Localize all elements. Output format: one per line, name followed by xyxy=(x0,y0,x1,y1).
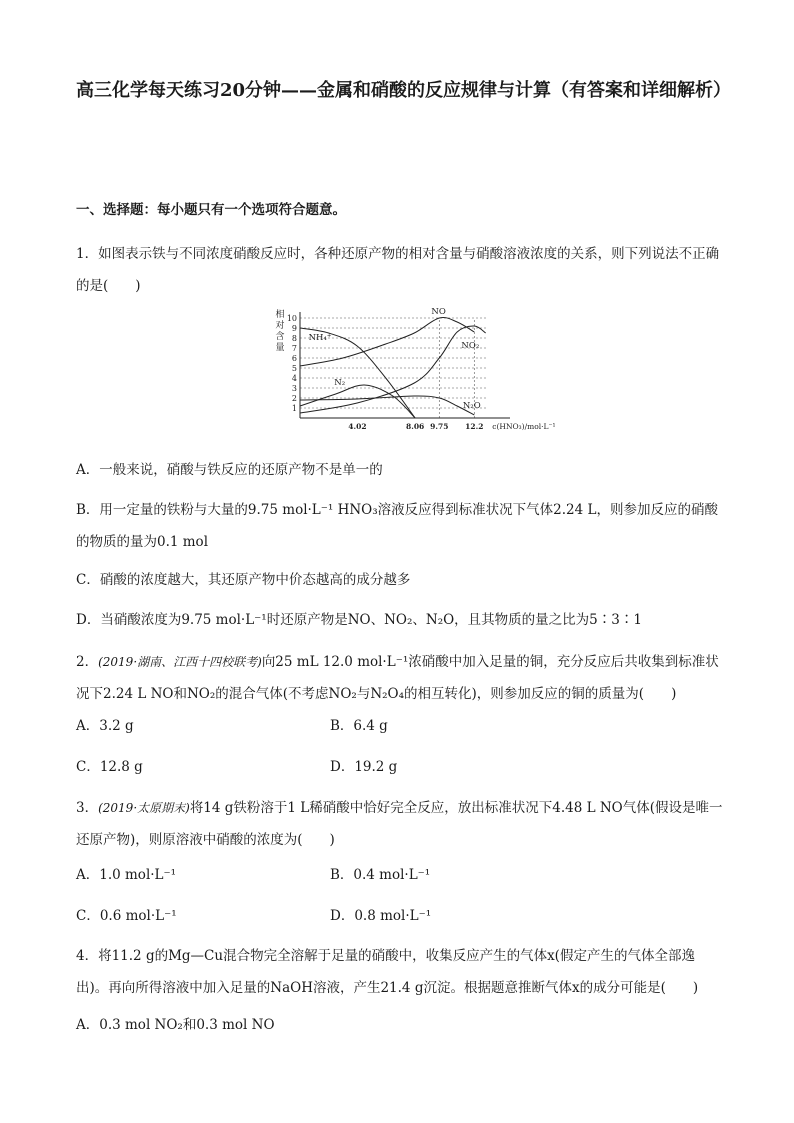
x-axis-label: c(HNO₃)/mol·L⁻¹ xyxy=(492,422,556,431)
question-2-number: 2． xyxy=(76,654,99,670)
question-2-option-b[interactable]: B．6.4 g xyxy=(330,718,388,734)
question-3-option-c[interactable]: C．0.6 mol·L⁻¹ xyxy=(76,908,177,924)
question-2-text: 向25 mL 12.0 mol·L⁻¹浓硝酸中加入足量的铜，充分反应后共收集到标准状况下2.24 L NO和NO₂的混合气体(不考虑NO₂与N₂O₄的相互转化)，则参加反应的铜的质量为( ) xyxy=(76,654,719,702)
x-tick-label: 8.06 xyxy=(406,422,425,431)
question-1-option-c[interactable]: C．硝酸的浓度越大，其还原产物中价态越高的成分越多 xyxy=(76,572,411,588)
page-title: 高三化学每天练习20分钟——金属和硝酸的反应规律与计算（有答案和详细解析） xyxy=(76,80,732,101)
question-3-source: (2019·太原期末) xyxy=(98,801,190,815)
y-tick-label: 2 xyxy=(291,394,297,403)
y-axis-label-char: 对 xyxy=(275,321,285,331)
series-label: N₂O xyxy=(462,401,481,411)
y-tick-label: 1 xyxy=(291,404,297,413)
question-1-option-a[interactable]: A．一般来说，硝酸与铁反应的还原产物不是单一的 xyxy=(76,462,383,478)
question-1-option-b[interactable]: B．用一定量的铁粉与大量的9.75 mol·L⁻¹ HNO₃溶液反应得到标准状况下气体2.24 L，则参加反应的硝酸的物质的量为0.1 mol xyxy=(76,502,718,550)
y-axis-label-char: 含 xyxy=(275,332,285,342)
question-1-option-d[interactable]: D．当硝酸浓度为9.75 mol·L⁻¹时还原产物是NO、NO₂、N₂O，且其物质的量之比为5∶3∶1 xyxy=(76,612,642,628)
series-label: N₂ xyxy=(334,378,346,388)
question-4-option-a[interactable]: A．0.3 mol NO₂和0.3 mol NO xyxy=(76,1017,275,1033)
y-tick-label: 8 xyxy=(291,334,297,343)
y-tick-label: 10 xyxy=(286,314,297,323)
y-tick-label: 4 xyxy=(291,374,297,383)
y-tick-label: 5 xyxy=(291,364,297,373)
y-axis-label-char: 量 xyxy=(275,343,285,353)
question-2-stem xyxy=(76,646,726,710)
question-2-source: (2019·湖南、江西十四校联考) xyxy=(98,655,262,669)
x-tick-label: 9.75 xyxy=(430,422,449,431)
section-heading: 一、选择题：每小题只有一个选项符合题意。 xyxy=(76,202,346,218)
question-2-option-c[interactable]: C．12.8 g xyxy=(76,759,143,775)
question-1-stem: 1．如图表示铁与不同浓度硝酸反应时，各种还原产物的相对含量与硝酸溶液浓度的关系，则下列说法不正确的是( ) xyxy=(76,246,720,294)
x-tick-label: 12.2 xyxy=(465,422,484,431)
question-2-option-d[interactable]: D．19.2 g xyxy=(330,759,398,775)
y-tick-label: 7 xyxy=(291,344,297,353)
y-axis-label-char: 相 xyxy=(275,310,285,320)
chart-labels xyxy=(275,307,555,431)
x-tick-label: 4.02 xyxy=(348,422,367,431)
series-label: NO₂ xyxy=(461,341,480,351)
question-3-text: 将14 g铁粉溶于1 L稀硝酸中恰好完全反应，放出标准状况下4.48 L NO气体(假设是唯一还原产物)，则原溶液中硝酸的浓度为( ) xyxy=(76,800,723,848)
y-tick-label: 9 xyxy=(291,324,297,333)
reduction-products-chart xyxy=(270,305,556,440)
series-label: NO xyxy=(431,307,446,317)
question-3-number: 3． xyxy=(76,800,99,816)
question-2-option-a[interactable]: A．3.2 g xyxy=(76,718,134,734)
question-3-option-a[interactable]: A．1.0 mol·L⁻¹ xyxy=(76,867,177,883)
y-tick-label: 6 xyxy=(291,354,297,363)
series-line-N₂O xyxy=(300,396,474,415)
question-3-option-b[interactable]: B．0.4 mol·L⁻¹ xyxy=(330,867,431,883)
y-tick-label: 3 xyxy=(291,384,297,393)
question-3-option-d[interactable]: D．0.8 mol·L⁻¹ xyxy=(330,908,432,924)
series-label: NH₄⁺ xyxy=(308,333,332,343)
question-4-stem: 4．将11.2 g的Mg—Cu混合物完全溶解于足量的硝酸中，收集反应产生的气体x(假定产生的气体全部逸出)。再向所得溶液中加入足量的NaOH溶液，产生21.4 g沉淀。根据题意推断气体x的成分可能是( ) xyxy=(76,948,699,996)
question-3-stem xyxy=(76,792,726,856)
